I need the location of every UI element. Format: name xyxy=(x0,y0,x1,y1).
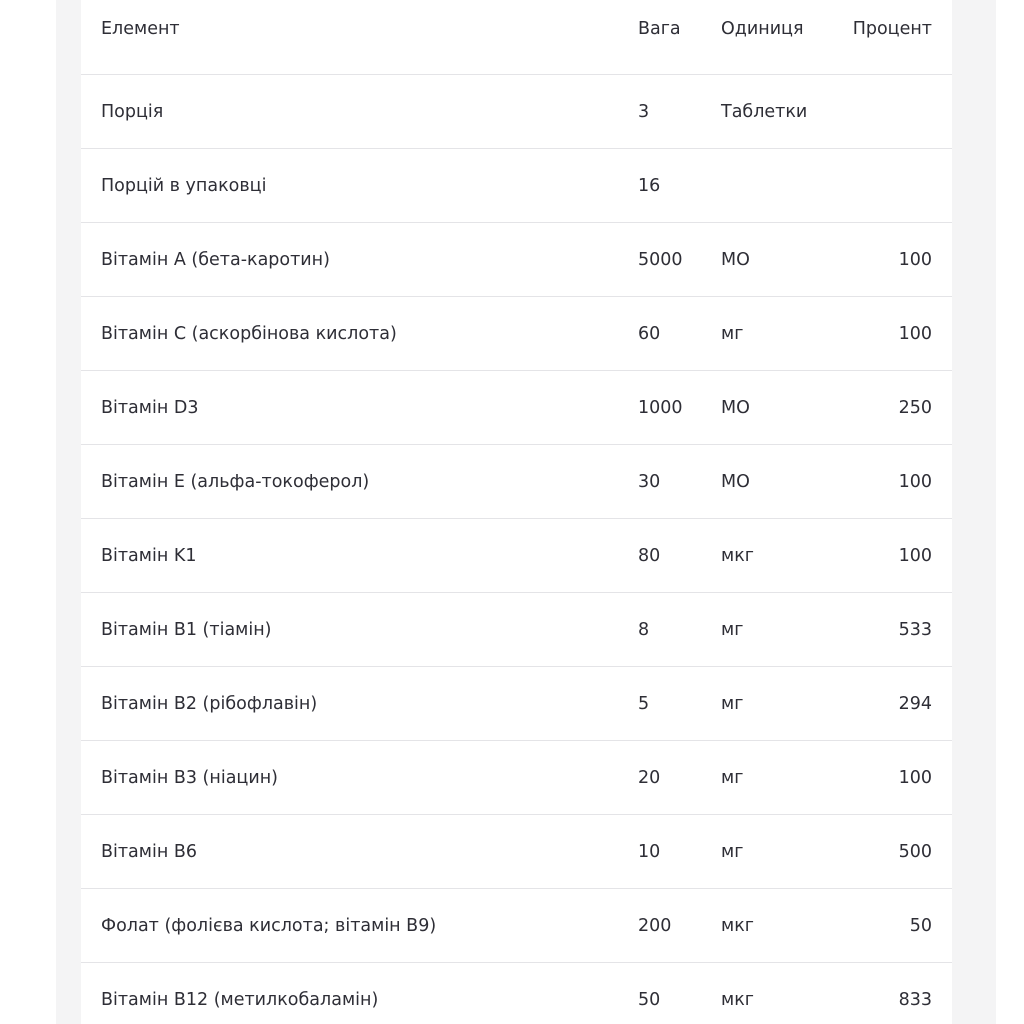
table-row xyxy=(81,149,952,223)
cell-element: Вітамін A (бета-каротин) xyxy=(81,223,618,297)
table-row xyxy=(81,741,952,815)
cell-element: Вітамін E (альфа-токоферол) xyxy=(81,445,618,519)
cell-unit: мг xyxy=(706,741,814,815)
header-element: Елемент xyxy=(81,0,618,75)
cell-weight: 80 xyxy=(618,519,706,593)
cell-weight: 5 xyxy=(618,667,706,741)
cell-weight: 8 xyxy=(618,593,706,667)
cell-unit: МО xyxy=(706,445,814,519)
cell-percent: 833 xyxy=(814,963,952,1024)
cell-element: Вітамін B2 (рібофлавін) xyxy=(81,667,618,741)
cell-element: Вітамін B12 (метилкобаламін) xyxy=(81,963,618,1024)
header-percent: Процент xyxy=(814,0,952,75)
cell-percent xyxy=(814,149,952,223)
cell-element: Вітамін D3 xyxy=(81,371,618,445)
table-row xyxy=(81,519,952,593)
cell-percent: 294 xyxy=(814,667,952,741)
cell-unit: мг xyxy=(706,667,814,741)
cell-weight: 10 xyxy=(618,815,706,889)
cell-weight: 50 xyxy=(618,963,706,1024)
cell-unit: мг xyxy=(706,593,814,667)
cell-element: Вітамін K1 xyxy=(81,519,618,593)
cell-element: Порцій в упаковці xyxy=(81,149,618,223)
table-header-row xyxy=(81,0,952,75)
cell-percent: 100 xyxy=(814,741,952,815)
cell-weight: 60 xyxy=(618,297,706,371)
table-row xyxy=(81,963,952,1024)
cell-unit: мг xyxy=(706,297,814,371)
cell-weight: 5000 xyxy=(618,223,706,297)
cell-unit: мкг xyxy=(706,963,814,1024)
cell-percent: 50 xyxy=(814,889,952,963)
cell-unit xyxy=(706,149,814,223)
table-row xyxy=(81,593,952,667)
cell-percent: 100 xyxy=(814,445,952,519)
table-row xyxy=(81,889,952,963)
cell-unit: МО xyxy=(706,223,814,297)
cell-percent xyxy=(814,75,952,149)
cell-element: Вітамін B1 (тіамін) xyxy=(81,593,618,667)
cell-weight: 30 xyxy=(618,445,706,519)
cell-weight: 1000 xyxy=(618,371,706,445)
cell-weight: 16 xyxy=(618,149,706,223)
cell-element: Фолат (фолієва кислота; вітамін B9) xyxy=(81,889,618,963)
cell-percent: 250 xyxy=(814,371,952,445)
cell-weight: 200 xyxy=(618,889,706,963)
cell-unit: мкг xyxy=(706,889,814,963)
cell-unit: мг xyxy=(706,815,814,889)
table-row xyxy=(81,297,952,371)
cell-element: Вітамін B3 (ніацин) xyxy=(81,741,618,815)
table-row xyxy=(81,75,952,149)
table-row xyxy=(81,667,952,741)
nutrition-table xyxy=(81,0,952,1024)
cell-percent: 100 xyxy=(814,297,952,371)
cell-percent: 533 xyxy=(814,593,952,667)
cell-element: Порція xyxy=(81,75,618,149)
cell-weight: 20 xyxy=(618,741,706,815)
table-row xyxy=(81,371,952,445)
header-weight: Вага xyxy=(618,0,706,75)
table-row xyxy=(81,445,952,519)
table-row xyxy=(81,223,952,297)
cell-percent: 100 xyxy=(814,223,952,297)
cell-element: Вітамін B6 xyxy=(81,815,618,889)
cell-unit: мкг xyxy=(706,519,814,593)
table-row xyxy=(81,815,952,889)
cell-percent: 100 xyxy=(814,519,952,593)
cell-element: Вітамін C (аскорбінова кислота) xyxy=(81,297,618,371)
cell-percent: 500 xyxy=(814,815,952,889)
cell-weight: 3 xyxy=(618,75,706,149)
nutrition-facts-card xyxy=(81,0,952,1024)
cell-unit: Таблетки xyxy=(706,75,814,149)
header-unit: Одиниця xyxy=(706,0,814,75)
cell-unit: МО xyxy=(706,371,814,445)
